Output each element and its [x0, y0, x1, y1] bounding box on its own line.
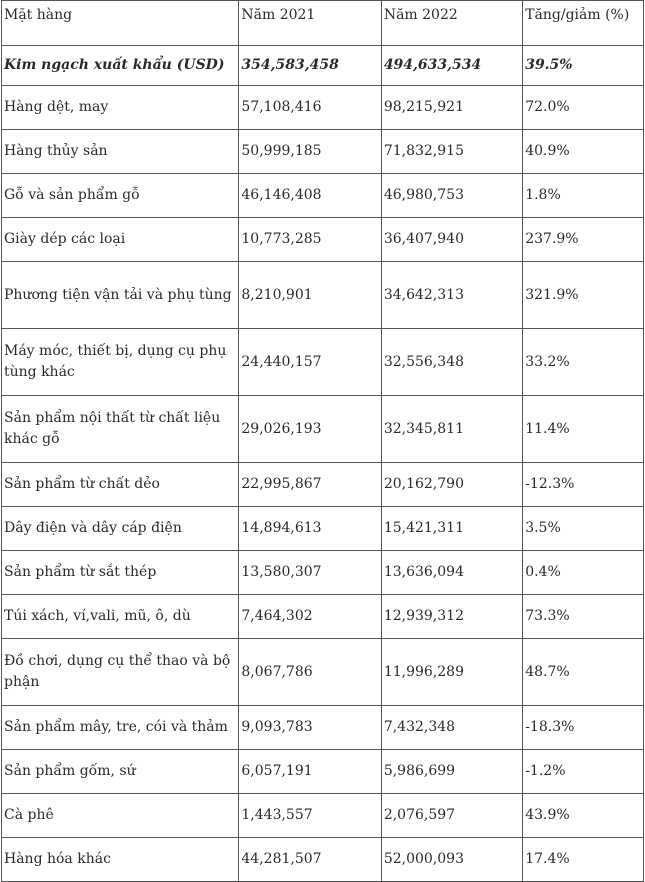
row-2022: 15,421,311 [381, 507, 522, 551]
row-2022: 36,407,940 [381, 218, 522, 262]
total-label: Kim ngạch xuất khẩu (USD) [2, 46, 239, 86]
row-item: Đồ chơi, dụng cụ thể thao và bộ phận [2, 639, 239, 706]
row-2021: 24,440,157 [239, 329, 381, 396]
row-change: -12.3% [523, 463, 644, 507]
row-item: Phương tiện vận tải và phụ tùng [2, 262, 239, 329]
row-2022: 2,076,597 [381, 794, 522, 838]
row-2021: 46,146,408 [239, 174, 381, 218]
row-2022: 12,939,312 [381, 595, 522, 639]
table-row [2, 750, 644, 794]
table-row [2, 838, 644, 882]
row-2022: 52,000,093 [381, 838, 522, 882]
row-2021: 6,057,191 [239, 750, 381, 794]
row-change: 3.5% [523, 507, 644, 551]
row-item: Cà phê [2, 794, 239, 838]
row-change: -1.2% [523, 750, 644, 794]
table-row [2, 551, 644, 595]
table-row [2, 463, 644, 507]
header-cell-item: Mặt hàng [2, 1, 239, 46]
table-row [2, 262, 644, 329]
row-item: Hàng dệt, may [2, 86, 239, 130]
row-item: Gỗ và sản phẩm gỗ [2, 174, 239, 218]
row-2021: 22,995,867 [239, 463, 381, 507]
row-item: Sản phẩm mây, tre, cói và thảm [2, 706, 239, 750]
row-item: Dây điện và dây cáp điện [2, 507, 239, 551]
row-2021: 10,773,285 [239, 218, 381, 262]
row-change: 17.4% [523, 838, 644, 882]
table-total-row [2, 46, 644, 86]
row-change: 237.9% [523, 218, 644, 262]
total-2022: 494,633,534 [381, 46, 522, 86]
row-item: Sản phẩm nội thất từ chất liệu khác gỗ [2, 396, 239, 463]
row-item: Hàng thủy sản [2, 130, 239, 174]
row-change: 43.9% [523, 794, 644, 838]
table-row [2, 639, 644, 706]
row-2021: 9,093,783 [239, 706, 381, 750]
table-row [2, 794, 644, 838]
row-change: 48.7% [523, 639, 644, 706]
row-item: Hàng hóa khác [2, 838, 239, 882]
row-2022: 46,980,753 [381, 174, 522, 218]
row-2022: 13,636,094 [381, 551, 522, 595]
row-change: 11.4% [523, 396, 644, 463]
row-change: 40.9% [523, 130, 644, 174]
row-item: Túi xách, ví,vali, mũ, ô, dù [2, 595, 239, 639]
table-row [2, 706, 644, 750]
row-item: Sản phẩm gốm, sứ [2, 750, 239, 794]
row-change: 72.0% [523, 86, 644, 130]
table-row [2, 218, 644, 262]
row-2022: 20,162,790 [381, 463, 522, 507]
row-2022: 71,832,915 [381, 130, 522, 174]
row-2021: 1,443,557 [239, 794, 381, 838]
table-row [2, 507, 644, 551]
total-2021: 354,583,458 [239, 46, 381, 86]
table-row [2, 174, 644, 218]
table-row [2, 86, 644, 130]
row-item: Sản phẩm từ chất dẻo [2, 463, 239, 507]
row-2021: 7,464,302 [239, 595, 381, 639]
row-2022: 5,986,699 [381, 750, 522, 794]
row-2021: 44,281,507 [239, 838, 381, 882]
table-row [2, 595, 644, 639]
row-change: 321.9% [523, 262, 644, 329]
row-change: -18.3% [523, 706, 644, 750]
row-change: 1.8% [523, 174, 644, 218]
row-2022: 32,556,348 [381, 329, 522, 396]
row-change: 73.3% [523, 595, 644, 639]
table-row [2, 329, 644, 396]
row-2021: 13,580,307 [239, 551, 381, 595]
table-row [2, 396, 644, 463]
row-change: 33.2% [523, 329, 644, 396]
total-change: 39.5% [523, 46, 644, 86]
row-2022: 98,215,921 [381, 86, 522, 130]
row-2022: 32,345,811 [381, 396, 522, 463]
row-2021: 8,210,901 [239, 262, 381, 329]
export-table [1, 0, 644, 882]
header-cell-change: Tăng/giảm (%) [523, 1, 644, 46]
row-item: Giày dép các loại [2, 218, 239, 262]
row-change: 0.4% [523, 551, 644, 595]
row-2021: 14,894,613 [239, 507, 381, 551]
row-2022: 34,642,313 [381, 262, 522, 329]
row-2022: 7,432,348 [381, 706, 522, 750]
header-cell-2021: Năm 2021 [239, 1, 381, 46]
row-item: Máy móc, thiết bị, dụng cụ phụ tùng khác [2, 329, 239, 396]
row-2021: 50,999,185 [239, 130, 381, 174]
row-2021: 57,108,416 [239, 86, 381, 130]
row-2021: 29,026,193 [239, 396, 381, 463]
row-item: Sản phẩm từ sắt thép [2, 551, 239, 595]
table-header-row [2, 1, 644, 46]
row-2022: 11,996,289 [381, 639, 522, 706]
table-row [2, 130, 644, 174]
row-2021: 8,067,786 [239, 639, 381, 706]
header-cell-2022: Năm 2022 [381, 1, 522, 46]
